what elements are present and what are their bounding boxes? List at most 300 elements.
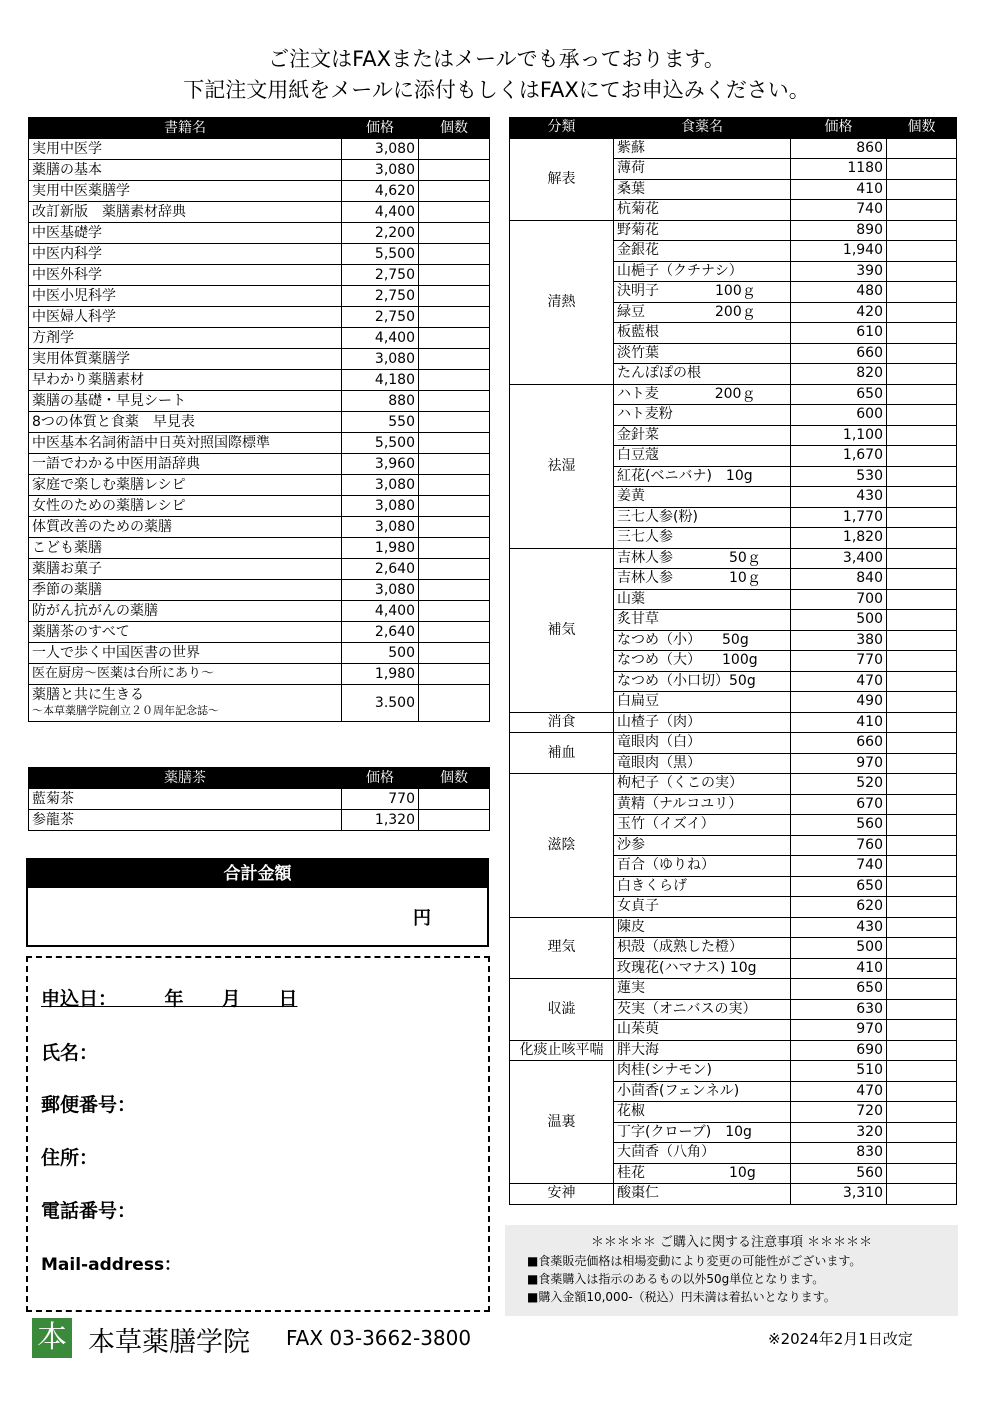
herb-quantity-input[interactable] (887, 220, 957, 241)
notes-line: ■食薬販売価格は相場変動により変更の可能性がございます。 (527, 1254, 862, 1268)
herb-quantity-input[interactable] (887, 364, 957, 385)
herb-quantity-input[interactable] (887, 938, 957, 959)
herb-name: 百合（ゆりね） (614, 856, 791, 877)
book-title: 薬膳と共に生きる (32, 687, 144, 703)
herb-name: 枸杞子（くこの実） (614, 774, 791, 795)
table-row (510, 384, 957, 405)
herb-name: なつめ（小） 50g (614, 630, 791, 651)
herb-price: 840 (791, 569, 887, 590)
herb-price: 760 (791, 835, 887, 856)
herb-name: 三七人参 (614, 528, 791, 549)
book-price: 550 (342, 412, 419, 433)
book-price: 880 (342, 391, 419, 412)
herb-quantity-input[interactable] (887, 979, 957, 1000)
herb-category: 温裏 (510, 1061, 614, 1184)
postal-code-field[interactable]: 郵便番号： (41, 1094, 137, 1116)
book-price: 4,400 (342, 202, 419, 223)
school-logo: 本 (32, 1318, 72, 1358)
book-subtitle: ～本草薬膳学院創立２０周年記念誌～ (32, 704, 219, 717)
book-name (29, 685, 342, 722)
herb-price: 720 (791, 1102, 887, 1123)
herb-price: 650 (791, 384, 887, 405)
herb-quantity-input[interactable] (887, 302, 957, 323)
book-name: 防がん抗がんの薬膳 (29, 601, 342, 622)
book-name: 薬膳の基本 (29, 160, 342, 181)
book-quantity-input[interactable] (419, 265, 490, 286)
book-price: 3,080 (342, 160, 419, 181)
herb-name: 蓮実 (614, 979, 791, 1000)
book-price: 4,620 (342, 181, 419, 202)
herb-price: 700 (791, 589, 887, 610)
herb-name: 芡実（オニバスの実） (614, 999, 791, 1020)
herb-quantity-input[interactable] (887, 1184, 957, 1205)
book-quantity-input[interactable] (419, 601, 490, 622)
herb-name: 沙参 (614, 835, 791, 856)
book-price: 3,080 (342, 349, 419, 370)
tea-quantity-input[interactable] (419, 810, 490, 831)
herb-price: 890 (791, 220, 887, 241)
herb-price: 320 (791, 1122, 887, 1143)
herb-price: 610 (791, 323, 887, 344)
herb-name: 白豆蔻 (614, 446, 791, 467)
total-amount-box (26, 858, 489, 947)
book-price: 4,180 (342, 370, 419, 391)
book-quantity-input[interactable] (419, 139, 490, 160)
herb-quantity-input[interactable] (887, 384, 957, 405)
herb-price: 1180 (791, 159, 887, 180)
book-price: 3,080 (342, 580, 419, 601)
herb-name: 陳皮 (614, 917, 791, 938)
table-row (29, 517, 490, 538)
table-row (29, 475, 490, 496)
book-name: 薬膳の基礎・早見シート (29, 391, 342, 412)
book-price: 3,080 (342, 496, 419, 517)
book-price: 3,960 (342, 454, 419, 475)
table-row (29, 139, 490, 160)
herb-quantity-input[interactable] (887, 692, 957, 713)
book-name: 改訂新版 薬膳素材辞典 (29, 202, 342, 223)
herb-price: 430 (791, 487, 887, 508)
herb-name: 白扁豆 (614, 692, 791, 713)
herb-price: 430 (791, 917, 887, 938)
herb-name: 紫蘇 (614, 138, 791, 159)
herb-price: 600 (791, 405, 887, 426)
tea-table (28, 767, 490, 831)
book-price: 3,080 (342, 139, 419, 160)
book-quantity-input[interactable] (419, 370, 490, 391)
herb-name: 白きくらげ (614, 876, 791, 897)
herb-quantity-input[interactable] (887, 507, 957, 528)
table-row (29, 181, 490, 202)
book-quantity-input[interactable] (419, 643, 490, 664)
school-name: 本草薬膳学院 (88, 1327, 250, 1358)
tea-name: 参龍茶 (29, 810, 342, 831)
table-row (510, 220, 957, 241)
book-name: 一語でわかる中医用語辞典 (29, 454, 342, 475)
herbs-table (509, 117, 957, 1205)
herb-category: 補気 (510, 548, 614, 712)
herb-name: 女貞子 (614, 897, 791, 918)
herb-name: 野菊花 (614, 220, 791, 241)
book-name: 方剤学 (29, 328, 342, 349)
herb-quantity-input[interactable] (887, 1122, 957, 1143)
herb-category: 安神 (510, 1184, 614, 1205)
herb-name: ハト麦粉 (614, 405, 791, 426)
book-name: 実用中医学 (29, 139, 342, 160)
herb-quantity-input[interactable] (887, 1081, 957, 1102)
book-quantity-input[interactable] (419, 328, 490, 349)
book-quantity-input[interactable] (419, 307, 490, 328)
herb-name: 玉竹（イズイ） (614, 815, 791, 836)
herb-quantity-input[interactable] (887, 569, 957, 590)
herb-price: 500 (791, 610, 887, 631)
herb-price: 480 (791, 282, 887, 303)
tea-header-name: 薬膳茶 (29, 768, 342, 789)
herb-price: 530 (791, 466, 887, 487)
herbs-header-category: 分類 (510, 118, 614, 139)
book-name: 実用中医薬膳学 (29, 181, 342, 202)
herb-name: 丁字(クローブ) 10g (614, 1122, 791, 1143)
herb-price: 970 (791, 753, 887, 774)
herb-quantity-input[interactable] (887, 1061, 957, 1082)
herb-name: 緑豆 200ｇ (614, 302, 791, 323)
herb-price: 420 (791, 302, 887, 323)
herb-quantity-input[interactable] (887, 425, 957, 446)
herb-quantity-input[interactable] (887, 733, 957, 754)
book-quantity-input[interactable] (419, 160, 490, 181)
herb-quantity-input[interactable] (887, 1143, 957, 1164)
herb-category: 解表 (510, 138, 614, 220)
tea-price: 1,320 (342, 810, 419, 831)
herb-name: 肉桂(シナモン) (614, 1061, 791, 1082)
header-line-2: 下記注文用紙をメールに添付もしくはFAXにてお申込みください。 (183, 78, 810, 102)
herb-quantity-input[interactable] (887, 323, 957, 344)
table-row (510, 138, 957, 159)
book-quantity-input[interactable] (419, 391, 490, 412)
book-price: 5,500 (342, 433, 419, 454)
herb-quantity-input[interactable] (887, 200, 957, 221)
book-quantity-input[interactable] (419, 454, 490, 475)
applicant-form (26, 956, 490, 1312)
book-quantity-input[interactable] (419, 286, 490, 307)
book-name: こども薬膳 (29, 538, 342, 559)
book-quantity-input[interactable] (419, 181, 490, 202)
herb-quantity-input[interactable] (887, 343, 957, 364)
table-row (29, 265, 490, 286)
herb-name: 大茴香（八角） (614, 1143, 791, 1164)
table-row (29, 160, 490, 181)
tea-header-qty: 個数 (419, 768, 490, 789)
herb-quantity-input[interactable] (887, 1163, 957, 1184)
herb-price: 690 (791, 1040, 887, 1061)
table-row (29, 622, 490, 643)
book-quantity-input[interactable] (419, 559, 490, 580)
book-price: 2,750 (342, 286, 419, 307)
application-date-field[interactable]: 申込日： 年 月 日 (41, 988, 298, 1010)
herb-name: 山楂子（肉） (614, 712, 791, 733)
herb-price: 630 (791, 999, 887, 1020)
table-row (29, 391, 490, 412)
book-name: 一人で歩く中国医書の世界 (29, 643, 342, 664)
tea-price: 770 (342, 789, 419, 810)
books-header-name: 書籍名 (29, 118, 342, 139)
herb-price: 560 (791, 1163, 887, 1184)
herb-name: たんぽぽの根 (614, 364, 791, 385)
book-price: 2,640 (342, 559, 419, 580)
herb-quantity-input[interactable] (887, 138, 957, 159)
herb-price: 3,400 (791, 548, 887, 569)
herb-name: 胖大海 (614, 1040, 791, 1061)
herb-name: 薄荷 (614, 159, 791, 180)
table-row (29, 559, 490, 580)
herb-quantity-input[interactable] (887, 794, 957, 815)
herb-quantity-input[interactable] (887, 1040, 957, 1061)
herb-quantity-input[interactable] (887, 897, 957, 918)
herb-price: 1,940 (791, 241, 887, 262)
mail-address-field[interactable]: Mail-address： (41, 1255, 182, 1275)
herb-price: 670 (791, 794, 887, 815)
table-row (29, 810, 490, 831)
herb-name: なつめ（小口切）50g (614, 671, 791, 692)
herb-name: 板藍根 (614, 323, 791, 344)
book-price: 2,640 (342, 622, 419, 643)
book-name: 早わかり薬膳素材 (29, 370, 342, 391)
herb-name: 酸棗仁 (614, 1184, 791, 1205)
book-price: 2,750 (342, 265, 419, 286)
book-quantity-input[interactable] (419, 685, 490, 722)
book-price: 5,500 (342, 244, 419, 265)
herb-name: 金針菜 (614, 425, 791, 446)
herb-name: 決明子 100ｇ (614, 282, 791, 303)
herb-quantity-input[interactable] (887, 876, 957, 897)
herb-price: 410 (791, 958, 887, 979)
herb-quantity-input[interactable] (887, 159, 957, 180)
herb-quantity-input[interactable] (887, 712, 957, 733)
notes-line: ■購入金額10,000-（税込）円未満は着払いとなります。 (527, 1290, 836, 1304)
table-row (29, 286, 490, 307)
book-quantity-input[interactable] (419, 475, 490, 496)
herb-quantity-input[interactable] (887, 651, 957, 672)
herb-price: 470 (791, 671, 887, 692)
herb-quantity-input[interactable] (887, 917, 957, 938)
herb-price: 830 (791, 1143, 887, 1164)
book-price: 4,400 (342, 328, 419, 349)
book-name: 中医内科学 (29, 244, 342, 265)
herb-price: 820 (791, 364, 887, 385)
herb-name: 吉林人参 10ｇ (614, 569, 791, 590)
book-price: 2,750 (342, 307, 419, 328)
herb-quantity-input[interactable] (887, 671, 957, 692)
book-name: 医在厨房～医薬は台所にあり～ (29, 664, 342, 685)
herb-quantity-input[interactable] (887, 548, 957, 569)
table-row (510, 979, 957, 1000)
book-price: 3,080 (342, 475, 419, 496)
table-row (29, 454, 490, 475)
herb-quantity-input[interactable] (887, 466, 957, 487)
herbs-header-qty: 個数 (887, 118, 957, 139)
herb-quantity-input[interactable] (887, 487, 957, 508)
table-row (29, 328, 490, 349)
order-header (0, 44, 993, 106)
herb-quantity-input[interactable] (887, 179, 957, 200)
herb-category: 補血 (510, 733, 614, 774)
herb-name: 竜眼肉（白） (614, 733, 791, 754)
herb-name: 炙甘草 (614, 610, 791, 631)
fax-number: FAX 03-3662-3800 (286, 1326, 472, 1350)
book-name: 中医小児科学 (29, 286, 342, 307)
table-row (29, 433, 490, 454)
book-name: 体質改善のための薬膳 (29, 517, 342, 538)
herb-quantity-input[interactable] (887, 610, 957, 631)
herb-quantity-input[interactable] (887, 589, 957, 610)
book-quantity-input[interactable] (419, 349, 490, 370)
herb-quantity-input[interactable] (887, 958, 957, 979)
book-name: 女性のための薬膳レシピ (29, 496, 342, 517)
book-price: 1,980 (342, 664, 419, 685)
tea-name: 藍菊茶 (29, 789, 342, 810)
table-row (29, 664, 490, 685)
herb-price: 740 (791, 856, 887, 877)
book-price: 3.500 (342, 685, 419, 722)
herb-quantity-input[interactable] (887, 815, 957, 836)
table-row (510, 774, 957, 795)
book-quantity-input[interactable] (419, 202, 490, 223)
herb-price: 1,770 (791, 507, 887, 528)
table-row (29, 789, 490, 810)
book-name: 中医基礎学 (29, 223, 342, 244)
book-name: 薬膳茶のすべて (29, 622, 342, 643)
book-quantity-input[interactable] (419, 496, 490, 517)
herb-price: 660 (791, 733, 887, 754)
herb-price: 1,100 (791, 425, 887, 446)
herb-name: 桑葉 (614, 179, 791, 200)
herb-name: 杭菊花 (614, 200, 791, 221)
book-quantity-input[interactable] (419, 223, 490, 244)
herb-name: 山茱萸 (614, 1020, 791, 1041)
herb-quantity-input[interactable] (887, 856, 957, 877)
book-quantity-input[interactable] (419, 580, 490, 601)
tea-header-price: 価格 (342, 768, 419, 789)
table-row (510, 1040, 957, 1061)
herb-quantity-input[interactable] (887, 241, 957, 262)
revision-date: ※2024年2月1日改定 (768, 1330, 913, 1348)
book-quantity-input[interactable] (419, 517, 490, 538)
herb-name: 花椒 (614, 1102, 791, 1123)
herb-price: 770 (791, 651, 887, 672)
book-name: 季節の薬膳 (29, 580, 342, 601)
book-quantity-input[interactable] (419, 622, 490, 643)
herb-quantity-input[interactable] (887, 1020, 957, 1041)
herbs-header-price: 価格 (791, 118, 887, 139)
herb-price: 620 (791, 897, 887, 918)
table-row (29, 580, 490, 601)
herb-quantity-input[interactable] (887, 405, 957, 426)
herb-price: 470 (791, 1081, 887, 1102)
name-field[interactable]: 氏名： (41, 1042, 99, 1064)
herb-price: 740 (791, 200, 887, 221)
table-row (29, 601, 490, 622)
table-row (29, 412, 490, 433)
herb-quantity-input[interactable] (887, 835, 957, 856)
herb-name: 金銀花 (614, 241, 791, 262)
book-quantity-input[interactable] (419, 244, 490, 265)
herb-quantity-input[interactable] (887, 528, 957, 549)
address-field[interactable]: 住所： (41, 1147, 99, 1169)
herb-price: 410 (791, 712, 887, 733)
herb-quantity-input[interactable] (887, 261, 957, 282)
herb-name: 桂花 10g (614, 1163, 791, 1184)
header-line-1: ご注文はFAXまたはメールでも承っております。 (268, 47, 725, 71)
herb-category: 消食 (510, 712, 614, 733)
book-quantity-input[interactable] (419, 433, 490, 454)
herb-quantity-input[interactable] (887, 446, 957, 467)
book-name: 8つの体質と食薬 早見表 (29, 412, 342, 433)
herb-quantity-input[interactable] (887, 774, 957, 795)
books-header-price: 価格 (342, 118, 419, 139)
herb-category: 理気 (510, 917, 614, 979)
herb-quantity-input[interactable] (887, 282, 957, 303)
book-name: 家庭で楽しむ薬膳レシピ (29, 475, 342, 496)
total-amount-title: 合計金額 (28, 860, 487, 888)
tea-quantity-input[interactable] (419, 789, 490, 810)
book-price: 2,200 (342, 223, 419, 244)
herb-name: 小茴香(フェンネル) (614, 1081, 791, 1102)
table-row (510, 548, 957, 569)
herb-price: 860 (791, 138, 887, 159)
herb-category: 収澁 (510, 979, 614, 1041)
herb-name: 黄精（ナルコユリ） (614, 794, 791, 815)
herb-price: 510 (791, 1061, 887, 1082)
herb-name: 吉林人参 50ｇ (614, 548, 791, 569)
herb-price: 650 (791, 876, 887, 897)
herb-quantity-input[interactable] (887, 753, 957, 774)
herb-price: 560 (791, 815, 887, 836)
herb-price: 520 (791, 774, 887, 795)
herb-price: 500 (791, 938, 887, 959)
table-row (510, 712, 957, 733)
herb-category: 祛湿 (510, 384, 614, 548)
herb-category: 滋陰 (510, 774, 614, 918)
book-quantity-input[interactable] (419, 412, 490, 433)
phone-field[interactable]: 電話番号： (41, 1200, 137, 1222)
book-price: 3,080 (342, 517, 419, 538)
book-quantity-input[interactable] (419, 664, 490, 685)
herb-price: 390 (791, 261, 887, 282)
herb-name: 三七人参(粉) (614, 507, 791, 528)
total-amount-yen[interactable]: 円 (413, 908, 431, 929)
books-table (28, 117, 490, 722)
herb-quantity-input[interactable] (887, 999, 957, 1020)
table-row (29, 370, 490, 391)
herb-price: 1,820 (791, 528, 887, 549)
herb-price: 380 (791, 630, 887, 651)
book-price: 500 (342, 643, 419, 664)
herb-name: 玫瑰花(ハマナス) 10g (614, 958, 791, 979)
herb-quantity-input[interactable] (887, 1102, 957, 1123)
herb-price: 1,670 (791, 446, 887, 467)
book-quantity-input[interactable] (419, 538, 490, 559)
table-row (510, 1184, 957, 1205)
herb-name: ハト麦 200ｇ (614, 384, 791, 405)
herb-name: 紅花(ベニバナ) 10g (614, 466, 791, 487)
notes-line: ■食薬購入は指示のあるもの以外50g単位となります。 (527, 1272, 825, 1286)
herb-price: 410 (791, 179, 887, 200)
book-name: 中医婦人科学 (29, 307, 342, 328)
book-name: 中医外科学 (29, 265, 342, 286)
table-row (29, 538, 490, 559)
book-name: 実用体質薬膳学 (29, 349, 342, 370)
herb-quantity-input[interactable] (887, 630, 957, 651)
